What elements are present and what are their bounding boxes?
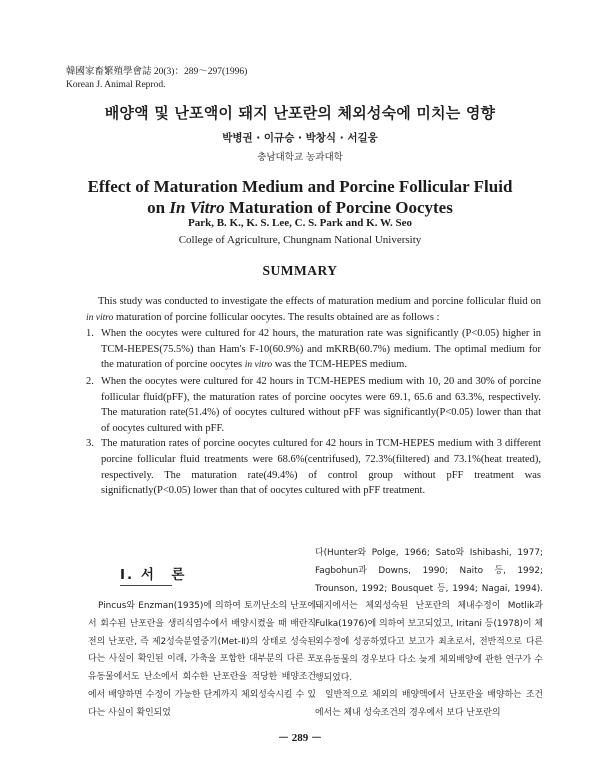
journal-citation — [66, 66, 247, 92]
english-title-line2 — [0, 197, 600, 218]
summary-heading: SUMMARY — [262, 263, 338, 278]
introduction-paragraph: 일반적으로 체외의 배양액에서 난포란을 배양하는 조건에서는 체내 성숙조건의 경우에서 보다 난포란의 — [315, 690, 543, 719]
summary-results-list — [86, 326, 541, 499]
summary-intro-italic: in vitro — [86, 312, 114, 323]
korean-authors: 박병권 · 이규승 · 박창식 · 서길웅 — [222, 132, 378, 144]
summary-item-text: When the oocytes were cultured for 42 hours, the maturation rate was significantly (P<0.05) higher in TCM-HEPES(75.5%) than Ham's F-10(60.9%) and mKRB(60.7%) medium. The optimal medium for the maturation of porcine oocytes — [101, 328, 541, 371]
title-line2-pre: on — [147, 198, 170, 217]
introduction-left-column — [88, 598, 316, 723]
summary-item-text: The maturation rates of porcine oocytes cultured for 42 hours in TCM-HEPES medium with 3 different porcine follicular fluid treatments were 68.6%(centrifused), 72.3%(filtered) and 73.1%(heat treated), respectively. The maturation rate(49.4%) of control group without pFF treatment was significnatly(P<0.05) lower than that of oocytes cultured with pFF treatment. — [101, 438, 541, 497]
summary-intro-post: maturation of porcine follicular oocytes. The results obtained are as follows : — [113, 311, 440, 323]
summary-item-number: 1. — [86, 328, 94, 340]
summary-item — [86, 326, 541, 374]
summary-item-number: 2. — [86, 375, 94, 387]
page-number: － 289 － — [278, 732, 322, 744]
journal-citation-korean: 韓國家畜繁殖學會誌 20(3)：289～297(1996) — [66, 67, 248, 77]
introduction-paragraph: 다(Hunter와 Polge, 1966; Sato와 Ishibashi, 1977; Fagbohun과 Downs, 1990; Naito 등, 1992; Trounson, 1992; Bousquet 등, 1994; Nagai, 1994). 돼지에서는 체외성숙된 난포란의 체내수정이 Motlik과 Fulka(1976)에 의하여 보고되었고, Iritani 등(1978)이 체외수정에 성공하였다고 보고가 최초로서, 전반적으로 다른 포유동물의 경우보다 다소 늦게 체외배양에 관한 연구가 수행되었다. — [315, 548, 543, 683]
introduction-heading-text: Ⅰ. 서 론 — [120, 567, 187, 583]
korean-title: 배양액 및 난포액이 돼지 난포란의 체외성숙에 미치는 영향 — [104, 104, 496, 122]
title-line2-post: Maturation of Porcine Oocytes — [224, 198, 453, 217]
summary-intro-pre: This study was conducted to investigate the effects of maturation medium and porcine follicular fluid on — [98, 296, 541, 307]
summary-item — [86, 436, 541, 498]
summary-item-text: When the oocytes were cultured for 42 hours in TCM-HEPES medium with 10, 20 and 30% of porcine follicular fluid(pFF), the maturation rates of porcine oocytes were 69.1, 65.6 and 63.3%, respectively. The maturation rate(51.4%) of oocytes cultured without pFF was significantly(P<0.05) lower than that of oocytes cultured with pFF. — [101, 375, 541, 434]
summary-item — [86, 374, 541, 436]
summary-item-text-post: was the TCM-HEPES medium. — [272, 359, 407, 371]
summary-intro — [86, 294, 541, 326]
heading-underline — [120, 585, 172, 586]
summary-body — [86, 294, 541, 499]
english-title-line1: Effect of Maturation Medium and Porcine Follicular Fluid — [87, 177, 513, 196]
introduction-paragraph: Pincus와 Enzman(1935)에 의하여 토끼난소의 난포에서 회수된 난포란을 생리식염수에서 배양시켰을 때 배란직전의 난포란, 즉 제2성숙분열중기(Met-Ⅱ)의 상태로 성숙된다는 사실이 확인된 이래, 가축을 포함한 대부분의 다른 포유동물에서도 난소에서 회수한 난포란을 적당한 배양조건에서 배양하면 수정이 가능한 단계까지 체외성숙시킬 수 있다는 사실이 확인되었 — [88, 601, 316, 718]
summary-item-italic: in vitro — [244, 360, 273, 371]
english-authors: Park, B. K., K. S. Lee, C. S. Park and K. W. Seo — [187, 217, 412, 229]
korean-affiliation: 충남대학교 농과대학 — [257, 152, 343, 163]
introduction-heading — [120, 563, 186, 586]
summary-item-number: 3. — [86, 438, 94, 450]
english-affiliation: College of Agriculture, Chungnam National University — [178, 234, 422, 246]
english-title — [0, 176, 600, 218]
title-line2-italic: In Vitro — [169, 198, 225, 217]
introduction-right-column — [315, 545, 543, 723]
journal-citation-english: Korean J. Animal Reprod. — [66, 80, 166, 90]
